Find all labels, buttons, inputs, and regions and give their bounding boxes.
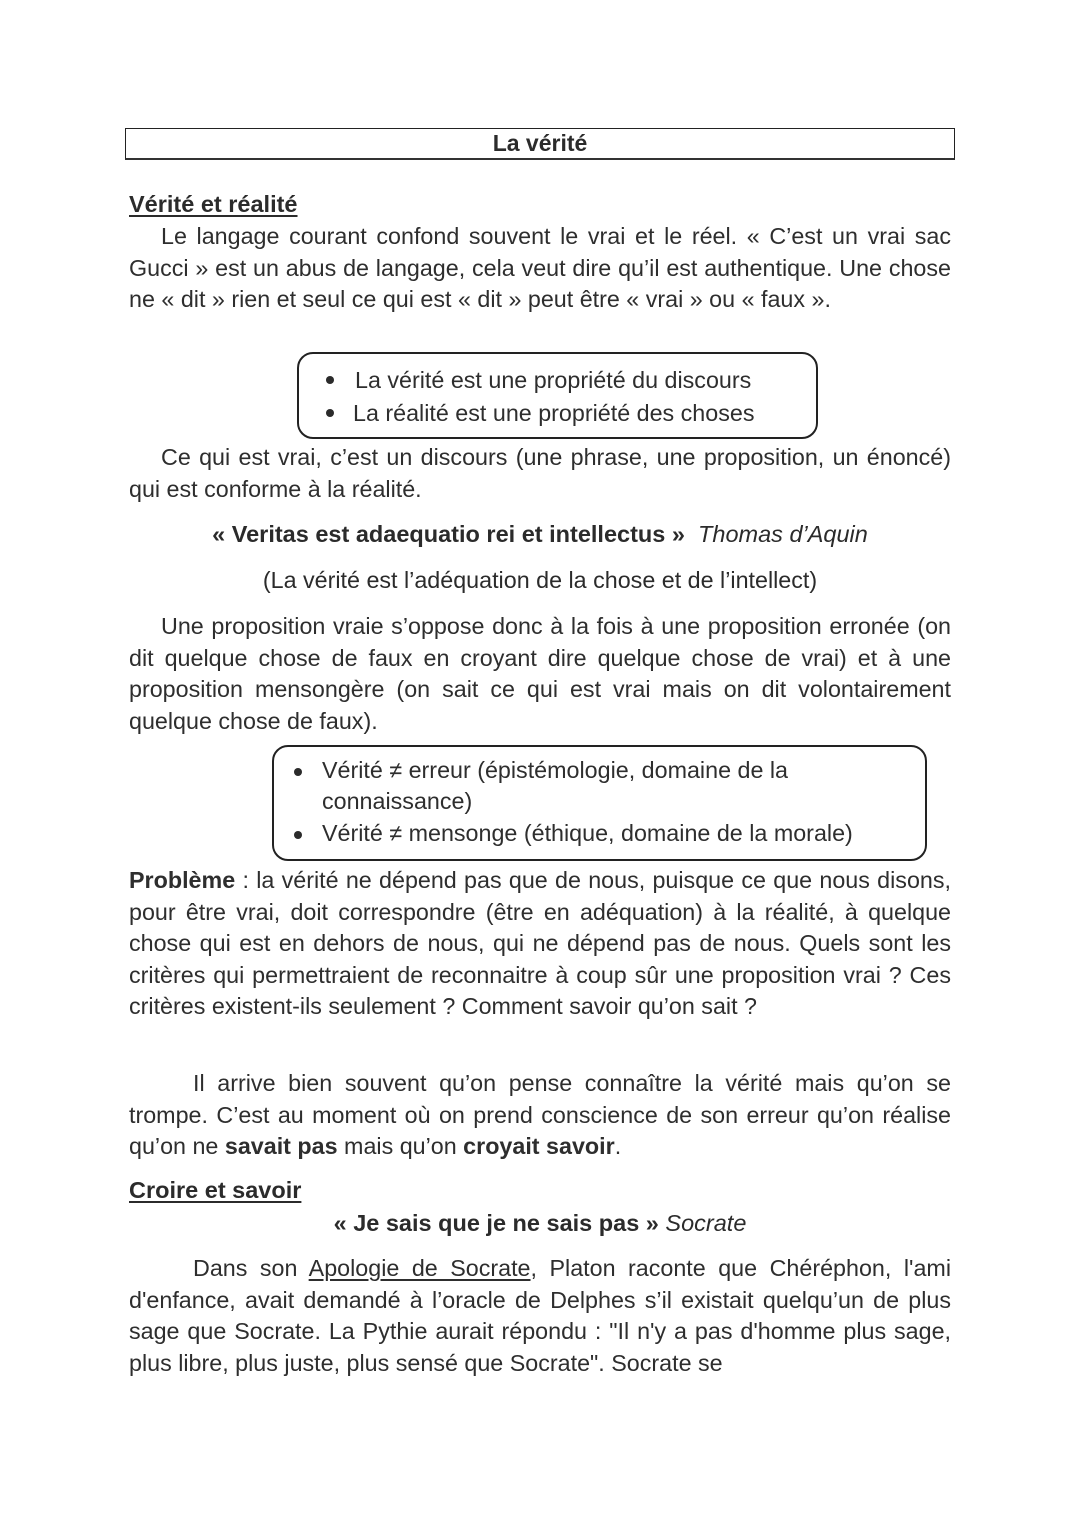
- bullet-icon: [326, 409, 334, 417]
- quote-close-mark: »: [665, 521, 685, 547]
- apologie-text-1: Dans son: [193, 1255, 309, 1281]
- box1-item-2-text: La réalité est une propriété des choses: [353, 400, 755, 426]
- emphasis-savait-pas: savait pas: [224, 1133, 338, 1159]
- definition-box-1: [297, 352, 818, 439]
- para4-text-3: .: [614, 1133, 622, 1159]
- quote-text: Je sais que je ne sais pas: [353, 1210, 640, 1236]
- quote-text: Veritas est adaequatio rei et intellectus: [231, 521, 666, 547]
- paragraph-langage-courant: Le langage courant confond souvent le vrai et le réel. « C’est un vrai sac Gucci » est un abus de langage, cela veut dire qu’il est authentique. Une chose ne « dit » rien et seul ce qui est « dit » peut être « vrai » ou « faux ».: [129, 223, 951, 312]
- quote-open-mark: «: [212, 521, 232, 547]
- bullet-icon: [326, 376, 334, 384]
- quote-thomas-aquin: [129, 519, 951, 550]
- quote-open-mark: «: [333, 1210, 354, 1236]
- box2-item-1: Vérité ≠ erreur (épistémologie, domaine de la connaissance): [322, 757, 789, 814]
- para4-text-2: mais qu’on: [337, 1133, 464, 1159]
- bullet-icon: [294, 831, 302, 839]
- quote-author: Socrate: [665, 1210, 747, 1236]
- problem-text: : la vérité ne dépend pas que de nous, puisque ce que nous disons, pour être vrai, doit correspondre (être en adéquation) à la réalité, à quelque chose qui est en dehors de nous, qui ne dépend pas de nous. Quels sont les critères qui permettraient de reconnaitre à coup sûr une proposition vrai ? Ces critères existent-ils seulement ? Comment savoir qu’on sait ?: [129, 867, 951, 1019]
- paragraph-ce-qui-est-vrai: Ce qui est vrai, c’est un discours (une phrase, une proposition, un énoncé) qui est conforme à la réalité.: [129, 444, 951, 502]
- page-title: La vérité: [125, 128, 955, 160]
- box2-item-2: Vérité ≠ mensonge (éthique, domaine de la morale): [322, 820, 853, 846]
- section-heading-verite-realite: Vérité et réalité: [129, 191, 298, 217]
- quote-socrate: [129, 1208, 951, 1239]
- quote-translation: (La vérité est l’adéquation de la chose et de l’intellect): [262, 567, 818, 593]
- box1-item-2: [353, 397, 754, 429]
- paragraph-il-arrive: [129, 1068, 951, 1163]
- definition-box-2: [272, 745, 927, 861]
- box1-item-1-text: La vérité est une propriété du discours: [355, 367, 752, 393]
- emphasis-croyait-savoir: croyait savoir: [463, 1133, 615, 1159]
- paragraph-probleme: [129, 865, 951, 1023]
- para4-text-1: Il arrive bien souvent qu’on pense connaître la vérité mais qu’on se trompe. C’est au moment où on prend conscience de son erreur qu’on réalise qu’on ne: [129, 1070, 951, 1159]
- paragraph-apologie: [129, 1253, 951, 1379]
- section-heading-croire-savoir: Croire et savoir: [129, 1177, 302, 1203]
- bullet-icon: [294, 768, 302, 776]
- paragraph-proposition-vraie: Une proposition vraie s’oppose donc à la fois à une proposition erronée (on dit quelque chose de faux en croyant dire quelque chose de vrai) et à une proposition mensongère (on sait ce qui est vrai mais on dit volontairement quelque chose de faux).: [129, 613, 951, 734]
- problem-label: Problème: [129, 867, 236, 893]
- box1-item-1: [355, 364, 751, 396]
- apologie-text-2: , Platon raconte que Chéréphon, l'ami d'enfance, avait demandé à l’oracle de Delphes s’il existait quelqu’un de plus sage que Socrate. La Pythie aurait répondu : "Il n'y a pas d'homme plus sage, plus libre, plus juste, plus sensé que Socrate". Socrate se: [129, 1255, 951, 1376]
- quote-close-mark: »: [639, 1210, 659, 1236]
- work-title-apologie: Apologie de Socrate: [308, 1255, 531, 1281]
- quote-author: Thomas d’Aquin: [698, 521, 868, 547]
